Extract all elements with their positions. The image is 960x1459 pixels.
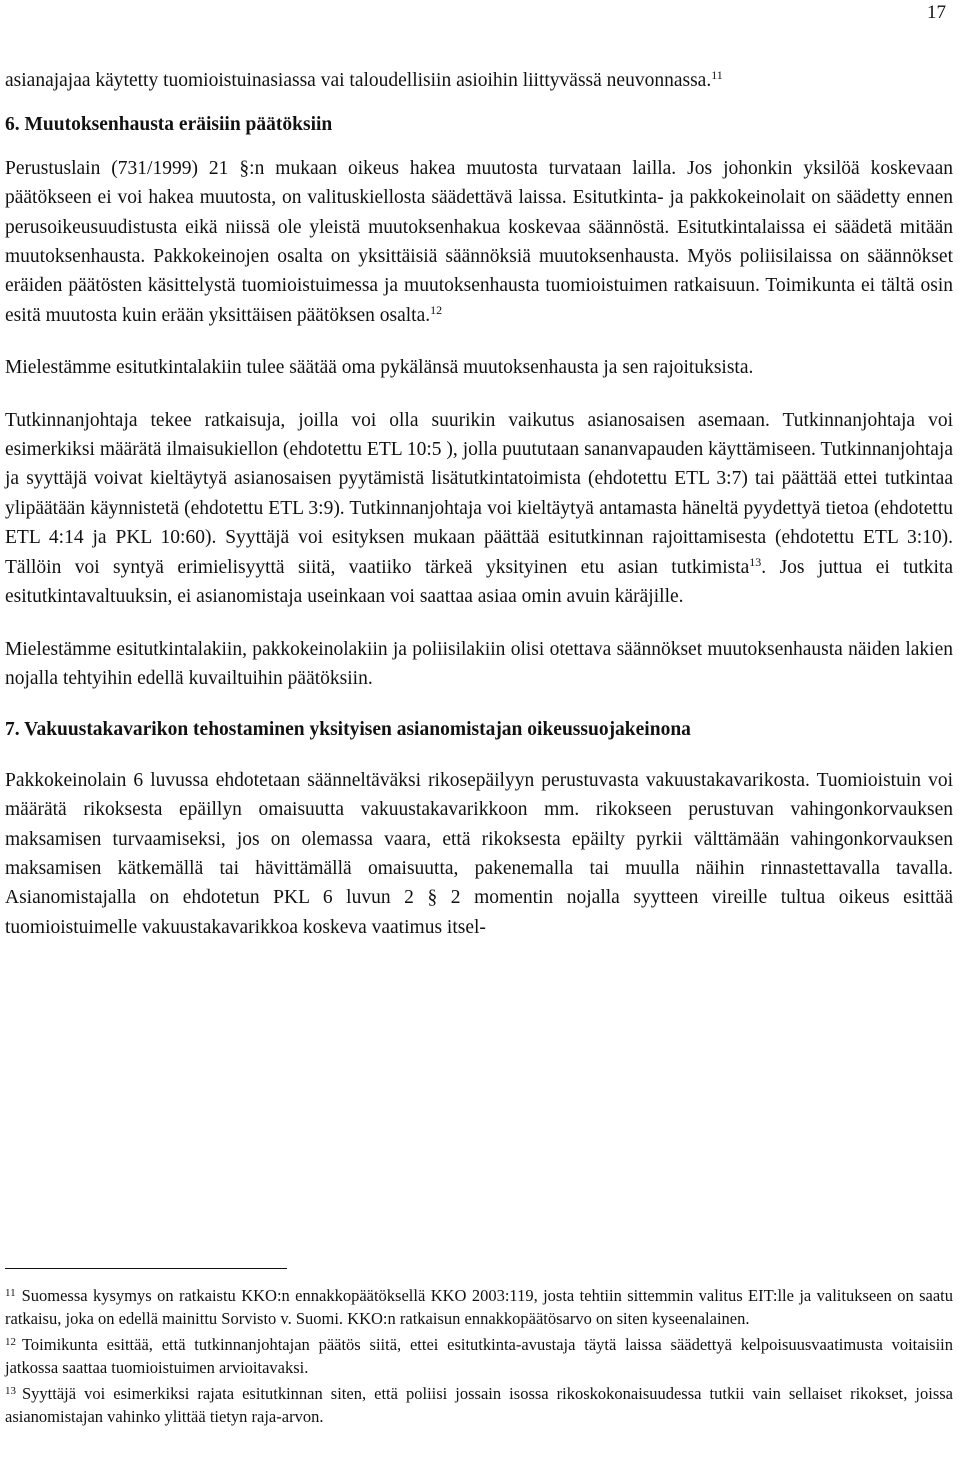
footnote-ref-11[interactable]: 11	[711, 68, 723, 82]
page-number: 17	[927, 2, 946, 23]
paragraph-opinion-laws: Mielestämme esitutkintalakiin, pakkokeinolakiin ja poliisilakiin olisi otettava säännökset muutoksenhausta näiden lakien nojalla tehtyihin edellä kuvailtuihin päätöksiin.	[5, 638, 953, 689]
paragraph-opinion-appeal: Mielestämme esitutkintalakiin tulee säätää oma pykälänsä muutoksenhausta ja sen rajoituksista.	[5, 357, 754, 379]
paragraph-investigation-lead: Tutkinnanjohtaja tekee ratkaisuja, joilla voi olla suurikin vaikutus asianosaisen asemaan. Tutkinnanjohtaja voi esimerkiksi määrätä ilmaisukiellon (ehdotettu ETL 10:5 ), jolla puututaan sananvapauden käyttämiseen. Tutkinnanjohtaja ja syyttäjä voivat kieltäytyä asianosaisen pyytämistä lisätutkintatoimista (ehdotettu ETL 3:7) tai päättää ettei tutkintaa ylipäätään käynnistetä (ehdotettu ETL 3:9). Tutkinnanjohtaja voi kieltäytyä antamasta häneltä pyydettyä tietoa (ehdotettu ETL 4:14 ja PKL 10:60). Syyttäjä voi esityksen mukaan päättää esitutkinnan rajoittamisesta (ehdotettu ETL 3:10). Tällöin voi syntyä erimielisyyttä siitä, vaatiiko tärkeä yksityinen etu asian tutkimista$^{13}$. Jos juttua ei tutkita esitutkintavaltuuksin, ei asianomistaja useinkaan voi saattaa asiaa omin avuin käräjille.	[5, 409, 953, 608]
footnote-ref-13[interactable]: 13	[749, 554, 762, 569]
footnote-separator	[5, 1268, 287, 1269]
footnote-number: 12	[5, 1336, 16, 1348]
footnote-number: 11	[5, 1287, 16, 1299]
footnotes	[5, 1282, 953, 1429]
footnote-13: $^{13}$ Syyttäjä voi esimerkiksi rajata esitutkinnan siten, että poliisi jossain isossa rikoskokonaisuudessa tutkii vain sellaiset rikokset, joissa asianomistajan vahinko ylittää tietyn raja-arvon.	[5, 1384, 953, 1426]
section-heading-7: 7. Vakuustakavarikon tehostaminen yksityisen asianomistajan oikeussuojakeinona	[5, 719, 691, 741]
footnote-11: $^{11}$ Suomessa kysymys on ratkaistu KKO:n ennakkopäätöksellä KKO 2003:119, josta tehtiin sittemmin valitus EIT:lle ja valitukseen on saatu ratkaisu, joka on edellä mainittu Sorvisto v. Suomi. KKO:n ratkaisun ennakkopäätösarvo on siten kyseenalainen.	[5, 1286, 953, 1328]
footnote-12: $^{12}$ Toimikunta esittää, että tutkinnanjohtajan päätös siitä, ettei esitutkinta-avustaja täytä laissa säädettyä kelpoisuusvaatimusta voitaisiin jatkossa saattaa tuomioistuimen arvioitavaksi.	[5, 1335, 953, 1377]
paragraph-intro: asianajajaa käytetty tuomioistuinasiassa vai taloudellisiin asioihin liittyvässä neuvonnassa.$^{11}$	[5, 68, 723, 91]
footnote-ref-12[interactable]: 12	[430, 302, 443, 317]
paragraph-security-seizure: Pakkokeinolain 6 luvussa ehdotetaan säänneltäväksi rikosepäilyyn perustuvasta vakuustakavarikosta. Tuomioistuin voi määrätä rikoksesta epäillyn omaisuutta vakuustakavarikkoon mm. rikokseen perustuvan vahingonkorvauksen maksamisen turvaamiseksi, jos on olemassa vaara, että rikoksesta epäilty pyrkii välttämään vahingonkorvauksen maksamisen kätkemällä tai hävittämällä omaisuutta, pakenemalla tai muulla näihin rinnastettavalla tavalla. Asianomistajalla on ehdotetun PKL 6 luvun 2 § 2 momentin nojalla syytteen vireille tultua oikeus esittää tuomioistuimelle vakuustakavarikkoa koskeva vaatimus itsel-	[5, 769, 953, 938]
document-body	[5, 66, 953, 942]
section-heading-6: 6. Muutoksenhausta eräisiin päätöksiin	[5, 114, 333, 136]
footnote-number: 13	[5, 1385, 16, 1397]
paragraph-appeal-basis: Perustuslain (731/1999) 21 §:n mukaan oikeus hakea muutosta turvataan lailla. Jos johonkin yksilöä koskevaan päätökseen ei voi hakea muutosta, on valituskiellosta säädettävä laissa. Esitutkinta- ja pakkokeinolait on säädetty ennen perusoikeusuudistusta eikä niissä ole yleistä muutoksenhakua koskevaa säännöstä. Esitutkintalaissa ei säädetä mitään muutoksenhausta. Pakkokeinojen osalta on yksittäisiä säännöksiä muutoksenhausta. Myös poliisilaissa on säännökset eräiden päätösten käsittelystä tuomioistuimessa ja muutoksenhausta tuomioistuimen ratkaisuun. Toimikunta ei tältä osin esitä muutosta kuin erään yksittäisen päätöksen osalta.$^{12}$	[5, 157, 953, 326]
